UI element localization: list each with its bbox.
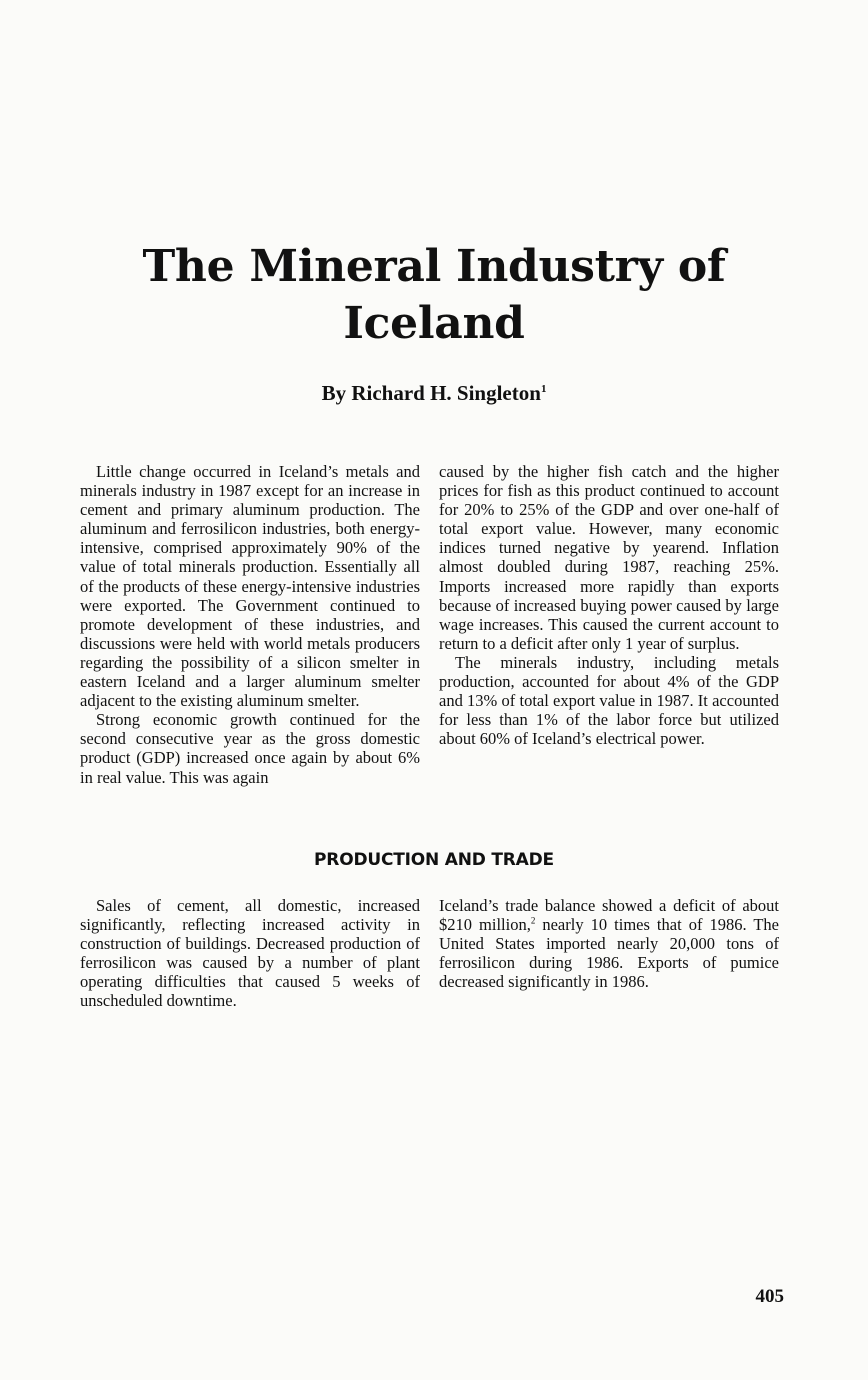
paragraph: The minerals industry, including metals production, accounted for about 4% of the GDP and 13% of total export value in 1987. It accounted for less than 1% of the labor force but utilized about 60% of Iceland’s electrical power. bbox=[439, 652, 779, 749]
intro-right-column bbox=[439, 462, 779, 748]
paragraph: Strong economic growth continued for the second consecutive year as the gross domestic product (GDP) increased once again by about 6% in real value. This was again bbox=[80, 710, 420, 787]
section-heading: PRODUCTION AND TRADE bbox=[314, 850, 554, 870]
author-byline bbox=[0, 380, 868, 406]
production-left-column bbox=[80, 896, 420, 1011]
footnote-marker: 1 bbox=[540, 383, 547, 395]
paragraph-text: nearly 10 times that of 1986. The United States imported nearly 20,000 tons of ferrosilicon during 1986. Exports of pumice decreased significantly in 1986. bbox=[439, 915, 779, 992]
production-right-column bbox=[439, 896, 779, 991]
paragraph bbox=[439, 896, 779, 991]
author-name: By Richard H. Singleton bbox=[321, 381, 541, 405]
page-number: 405 bbox=[755, 1286, 784, 1307]
paragraph: Little change occurred in Iceland’s metals and minerals industry in 1987 except for an increase in cement and primary aluminum production. The aluminum and ferrosilicon industries, both energy-intensive, comprised approximately 90% of the value of total minerals production. Essentially all of the products of these energy-intensive industries were exported. The Government continued to promote development of these industries, and discussions were held with world metals producers regarding the possibility of a silicon smelter in eastern Iceland and a larger aluminum smelter adjacent to the existing aluminum smelter. bbox=[80, 462, 420, 711]
paragraph: caused by the higher fish catch and the higher prices for fish as this product continued to account for 20% to 25% of the GDP and over one-half of total export value. However, many economic indices turned negative by yearend. Inflation almost doubled during 1987, reaching 25%. Imports increased more rapidly than exports because of increased buying power caused by large wage increases. This caused the current account to return to a deficit after only 1 year of surplus. bbox=[439, 462, 779, 653]
article-title-line-2: Iceland bbox=[343, 298, 525, 349]
paragraph: Sales of cement, all domestic, increased significantly, reflecting increased activity in construction of buildings. Decreased production of ferrosilicon was caused by a number of plant operating difficulties that caused 5 weeks of unscheduled downtime. bbox=[80, 896, 420, 1011]
article-title-line-1: The Mineral Industry of bbox=[142, 241, 726, 292]
paragraph-text: Iceland’s trade balance showed a deficit of about $210 million, bbox=[439, 896, 779, 935]
article-title bbox=[0, 238, 868, 352]
intro-left-column bbox=[80, 462, 420, 787]
footnote-marker: 2 bbox=[530, 915, 536, 926]
